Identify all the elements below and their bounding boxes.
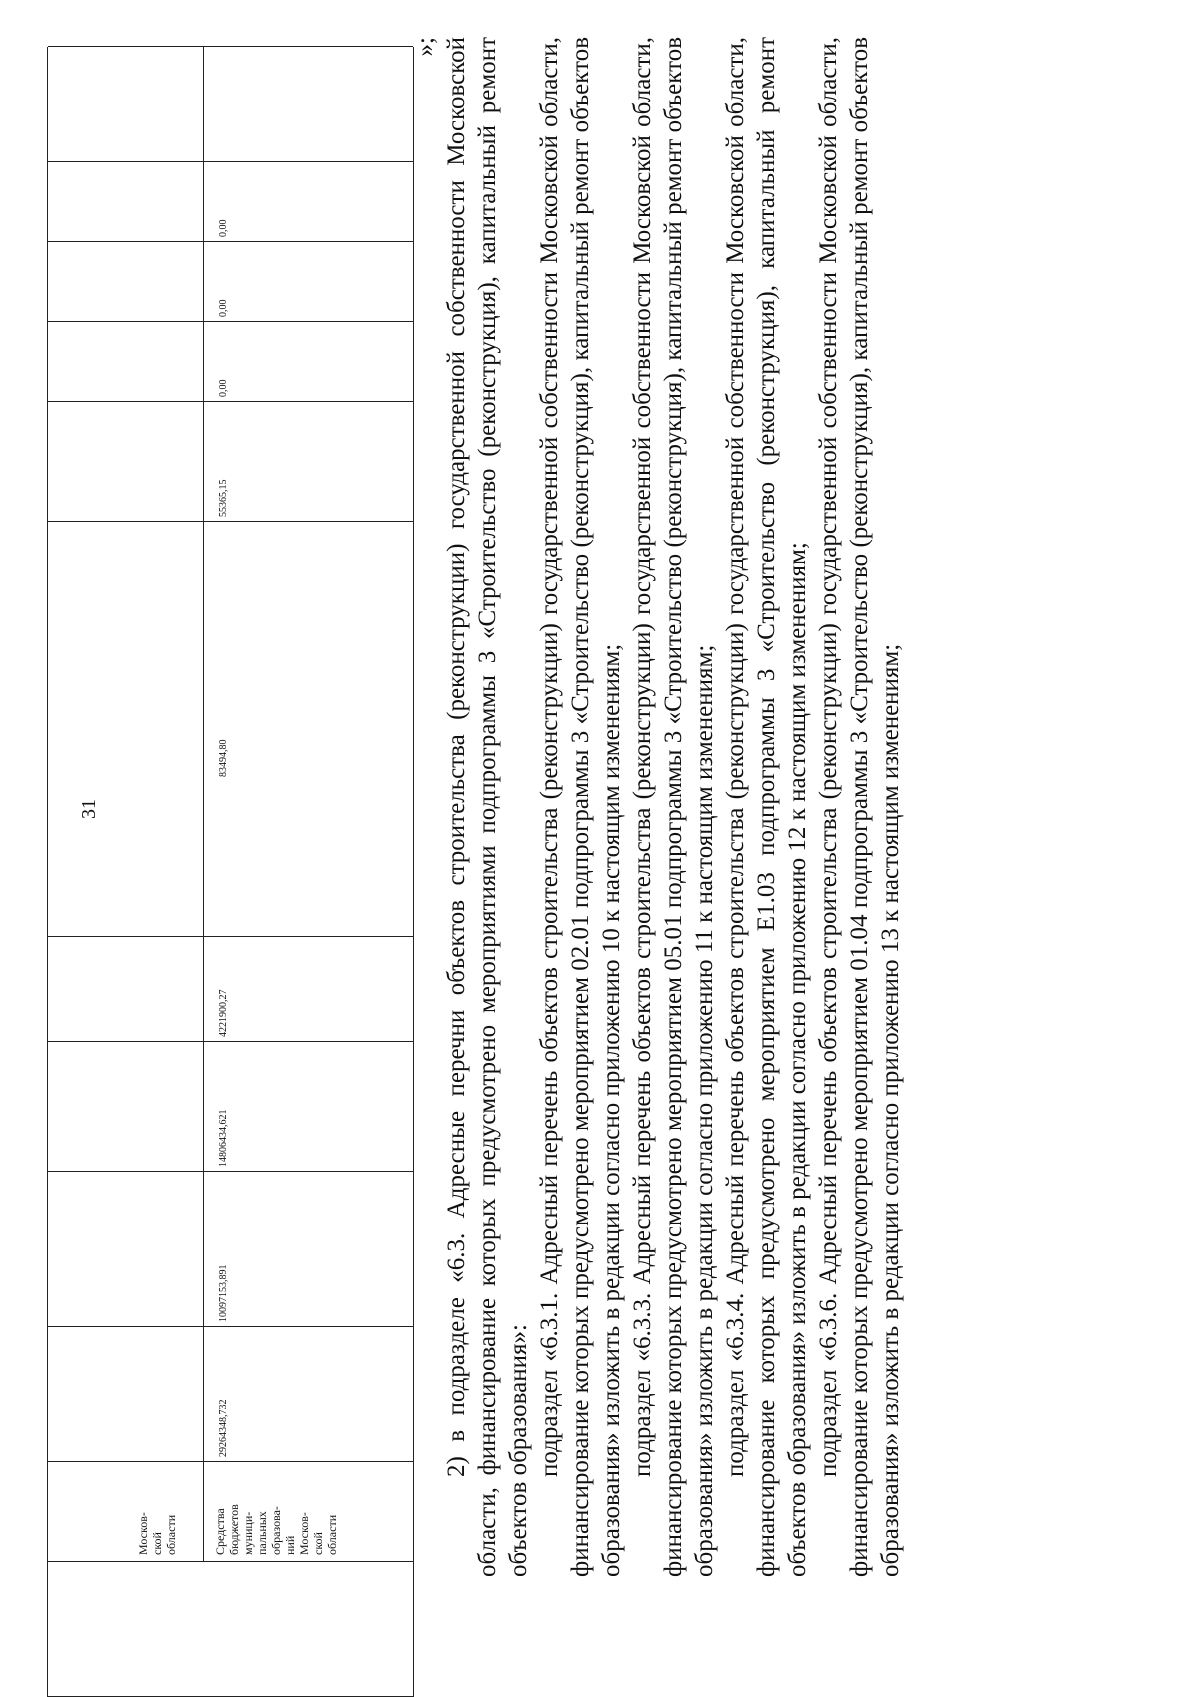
value-cell: 10097153,891: [218, 1264, 229, 1322]
page-number: 31: [78, 799, 100, 819]
budget-table: [47, 47, 414, 1697]
value-cell: 83494,80: [218, 739, 229, 777]
table-border: [48, 161, 413, 162]
table-border: [48, 936, 413, 937]
closing-quote: »;: [412, 37, 439, 57]
table-border: [48, 46, 413, 47]
paragraph: подраздел «6.3.4. Адресный перечень объектов строительства (реконструкции) государственной собственности Московской области, финансирование которых предусмотрено мероприятием Е1.03 подпрограммы 3 «Строительство (реконструкция), капитальный ремонт объектов образования» изложить в редакции согласно приложению 12 к настоящим изменениям;: [722, 37, 811, 1577]
value-cell: 0,00: [218, 379, 229, 397]
row2-label: Средства бюджетов муници- пальных образова- ний Москов- ской области: [213, 1504, 339, 1555]
paragraph: 2) в подразделе «6.3. Адресные перечни объектов строительства (реконструкции) государственной собственности Московской области, финансирование которых предусмотрено мероприятиями подпрограммы 3 «Строительство (реконструкция), капитальный ремонт объектов образования»:: [443, 37, 532, 1577]
value-cell: 29264348,732: [218, 1399, 229, 1457]
table-border: [48, 401, 413, 402]
table-border: [48, 321, 413, 322]
table-border: [48, 521, 413, 522]
value-cell: 14806434,621: [218, 1109, 229, 1167]
value-cell: 0,00: [218, 299, 229, 317]
table-border: [48, 1041, 413, 1042]
table-border: [48, 1171, 413, 1172]
paragraph: подраздел «6.3.6. Адресный перечень объектов строительства (реконструкции) государственной собственности Московской области, финансирование которых предусмотрено мероприятием 01.04 подпрограммы 3 «Строительство (реконструкция), капитальный ремонт объектов образования» изложить в редакции согласно приложению 13 к настоящим изменениям;: [815, 37, 904, 1577]
table-border: [48, 1461, 413, 1462]
value-cell: 4221900,27: [218, 989, 229, 1037]
table-border: [48, 241, 413, 242]
table-border: [48, 1326, 413, 1327]
value-cell: 0,00: [218, 219, 229, 237]
table-border: [48, 1561, 413, 1562]
table-row-separator: [203, 47, 204, 1562]
document-body: [410, 37, 906, 1577]
paragraph: подраздел «6.3.3. Адресный перечень объектов строительства (реконструкции) государственной собственности Московской области, финансирование которых предусмотрено мероприятием 05.01 подпрограммы 3 «Строительство (реконструкция), капитальный ремонт объектов образования» изложить в редакции согласно приложению 11 к настоящим изменениям;: [629, 37, 718, 1577]
row1-label: Москов- ской области: [136, 1512, 178, 1555]
paragraph: подраздел «6.3.1. Адресный перечень объектов строительства (реконструкции) государственной собственности Московской области, финансирование которых предусмотрено мероприятием 02.01 подпрограммы 3 «Строительство (реконструкция), капитальный ремонт объектов образования» изложить в редакции согласно приложению 10 к настоящим изменениям;: [536, 37, 625, 1577]
value-cell: 55365,15: [218, 479, 229, 517]
